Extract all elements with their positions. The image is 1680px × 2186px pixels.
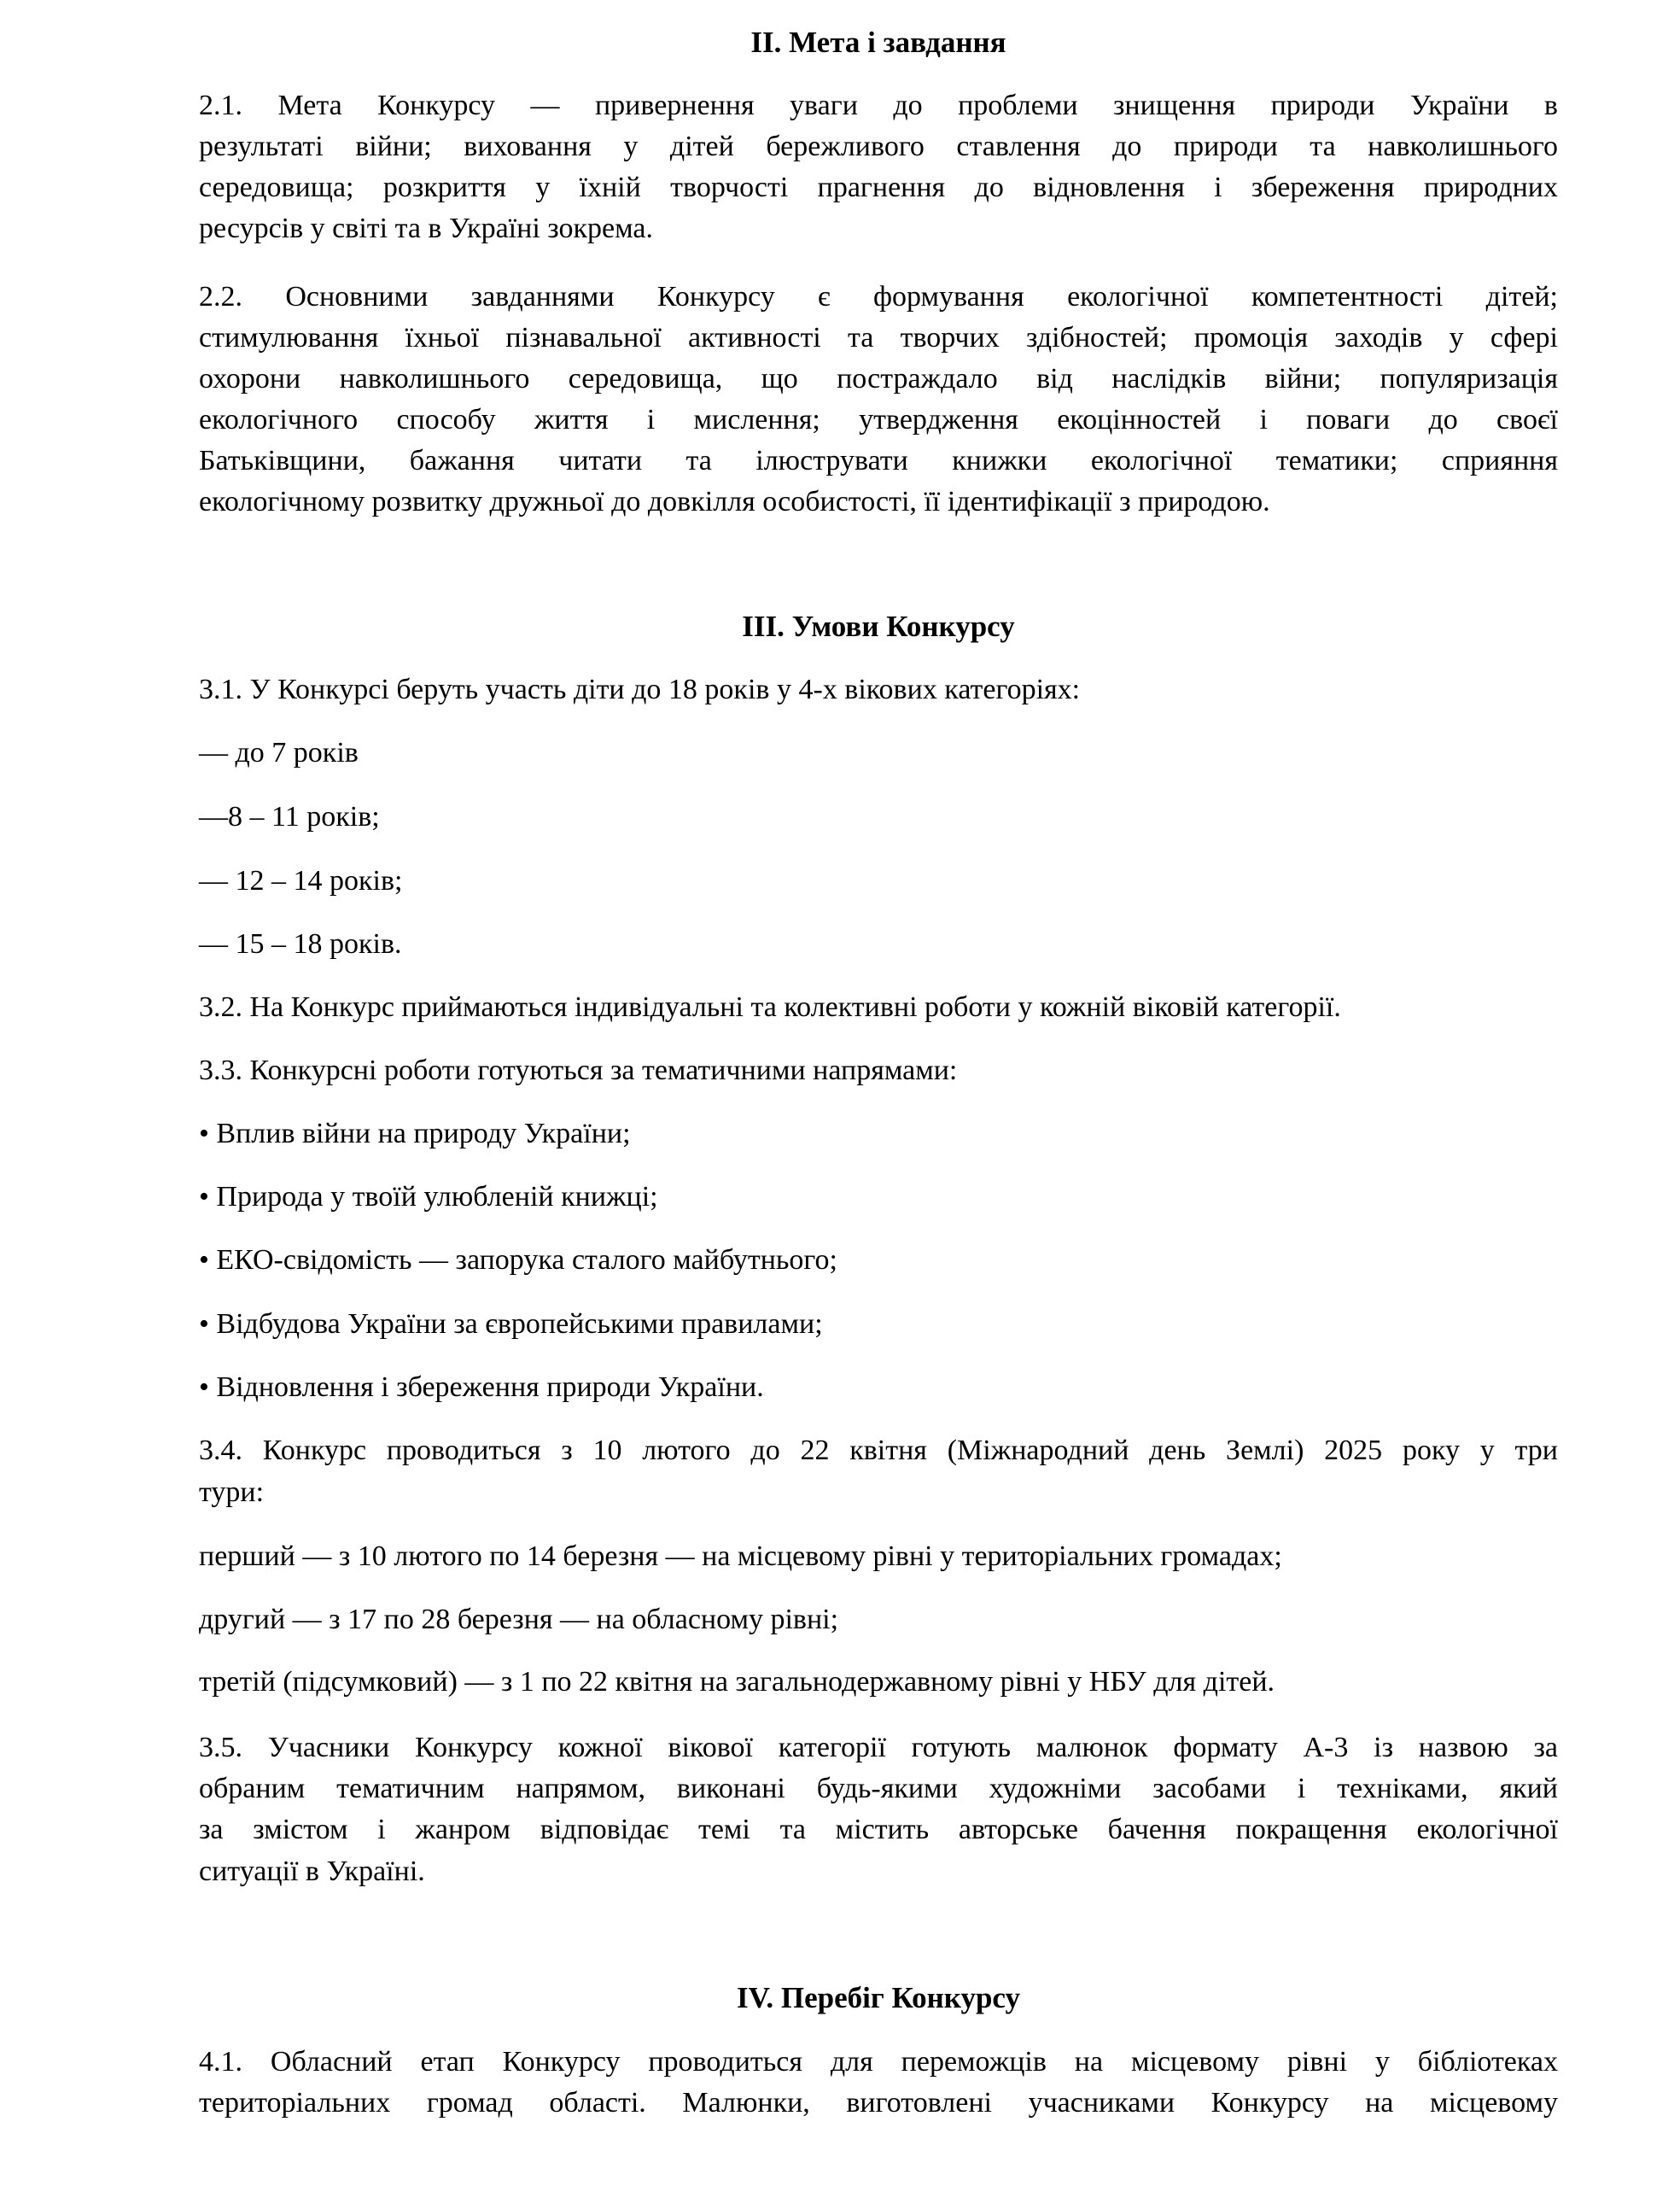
paragraph-2-1-line-3: середовища; розкриття у їхній творчості прагнення до відновлення і збереження природних — [199, 172, 1558, 203]
round-2: другий — з 17 по 28 березня — на обласному рівні; — [199, 1604, 839, 1635]
section-heading-conditions: III. Умови Конкурсу — [742, 610, 1015, 643]
paragraph-3-2: 3.2. На Конкурс приймаються індивідуальні та колективні роботи у кожній віковій категорії. — [199, 991, 1341, 1023]
paragraph-2-2-line-6: екологічному розвитку дружньої до довкілля особистості, її ідентифікації з природою. — [199, 486, 1270, 517]
paragraph-2-1-line-1: 2.1. Мета Конкурсу — привернення уваги до проблеми знищення природи України в — [199, 90, 1558, 121]
paragraph-2-2-line-5: Батьківщини, бажання читати та ілюструвати книжки екологічної тематики; сприяння — [199, 445, 1558, 476]
round-3: третій (підсумковий) — з 1 по 22 квітня на загальнодержавному рівні у НБУ для дітей. — [199, 1666, 1275, 1698]
round-1: перший — з 10 лютого по 14 березня — на місцевому рівні у територіальних громадах; — [199, 1540, 1282, 1572]
paragraph-3-4-line-2: тури: — [199, 1476, 265, 1508]
paragraph-2-2-line-2: стимулювання їхньої пізнавальної активності та творчих здібностей; промоція заходів у сфері — [199, 322, 1558, 354]
theme-item-3: • ЕКО-свідомість — запорука сталого майбутнього; — [199, 1244, 837, 1276]
age-category-2: —8 – 11 років; — [199, 801, 380, 833]
paragraph-2-2-line-1: 2.2. Основними завданнями Конкурсу є формування екологічної компетентності дітей; — [199, 281, 1558, 313]
age-category-1: — до 7 років — [199, 737, 359, 769]
age-category-4: — 15 – 18 років. — [199, 928, 402, 960]
paragraph-3-5-line-1: 3.5. Учасники Конкурсу кожної вікової категорії готують малюнок формату А-3 із назвою за — [199, 1732, 1558, 1763]
theme-item-4: • Відбудова України за європейськими правилами; — [199, 1308, 823, 1340]
paragraph-2-2-line-3: охорони навколишнього середовища, що постраждало від наслідків війни; популяризація — [199, 363, 1558, 395]
paragraph-3-1: 3.1. У Конкурсі беруть участь діти до 18 років у 4-х вікових категоріях: — [199, 674, 1081, 705]
section-heading-goals: II. Мета і завдання — [750, 26, 1006, 59]
theme-item-2: • Природа у твоїй улюбленій книжці; — [199, 1181, 658, 1213]
paragraph-3-4-line-1: 3.4. Конкурс проводиться з 10 лютого до 22 квітня (Міжнародний день Землі) 2025 року у три — [199, 1435, 1558, 1466]
paragraph-4-1-line-1: 4.1. Обласний етап Конкурсу проводиться для переможців на місцевому рівні у бібліотеках — [199, 2046, 1558, 2078]
paragraph-3-5-line-2: обраним тематичним напрямом, виконані будь-якими художніми засобами і технiками, який — [199, 1773, 1558, 1804]
theme-item-1: • Вплив війни на природу України; — [199, 1118, 631, 1149]
age-category-3: — 12 – 14 років; — [199, 865, 403, 897]
theme-item-5: • Відновлення і збереження природи України. — [199, 1371, 764, 1403]
paragraph-3-5-line-3: за змістом і жанром відповідає темі та містить авторське бачення покращення екологічної — [199, 1814, 1558, 1845]
paragraph-4-1-line-2: територіальних громад області. Малюнки, виготовлені учасниками Конкурсу на місцевому — [199, 2087, 1558, 2119]
section-heading-course: IV. Перебіг Конкурсу — [736, 1981, 1021, 2014]
paragraph-3-3: 3.3. Конкурсні роботи готуються за тематичними напрямами: — [199, 1055, 958, 1086]
paragraph-2-1-line-4: ресурсів у світі та в Україні зокрема. — [199, 213, 653, 244]
paragraph-3-5-line-4: ситуації в Україні. — [199, 1856, 425, 1887]
paragraph-2-2-line-4: екологічного способу життя і мислення; утвердження екоцінностей і поваги до своєї — [199, 404, 1558, 435]
paragraph-2-1-line-2: результаті війни; виховання у дітей бережливого ставлення до природи та навколишнього — [199, 131, 1558, 162]
